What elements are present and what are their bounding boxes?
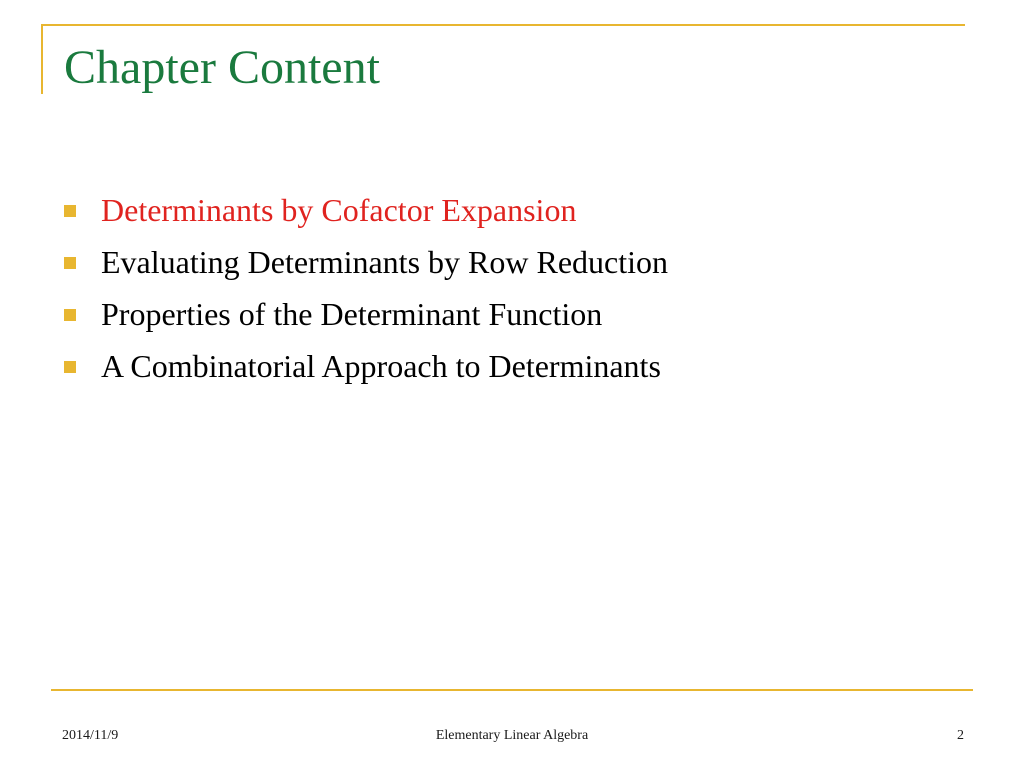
bullet-item-row-reduction (64, 240, 668, 292)
slide-title: Chapter Content (64, 41, 380, 94)
bullet-text: Determinants by Cofactor Expansion (101, 192, 577, 228)
bullet-list (64, 188, 668, 396)
bullet-text: Evaluating Determinants by Row Reduction (101, 244, 668, 280)
bullet-item-determinant-properties (64, 292, 668, 344)
bullet-item-combinatorial-approach (64, 344, 668, 396)
square-bullet-icon (64, 205, 76, 217)
bullet-text: A Combinatorial Approach to Determinants (101, 348, 661, 384)
footer-date: 2014/11/9 (62, 728, 119, 743)
bullet-text: Properties of the Determinant Function (101, 296, 603, 332)
footer-course-title: Elementary Linear Algebra (435, 728, 589, 743)
frame-top-rule (41, 24, 965, 26)
square-bullet-icon (64, 361, 76, 373)
square-bullet-icon (64, 309, 76, 321)
footer-page-number: 2 (957, 728, 964, 743)
footer-rule (51, 689, 973, 691)
bullet-item-cofactor-expansion (64, 188, 668, 240)
frame-left-rule (41, 24, 43, 94)
square-bullet-icon (64, 257, 76, 269)
